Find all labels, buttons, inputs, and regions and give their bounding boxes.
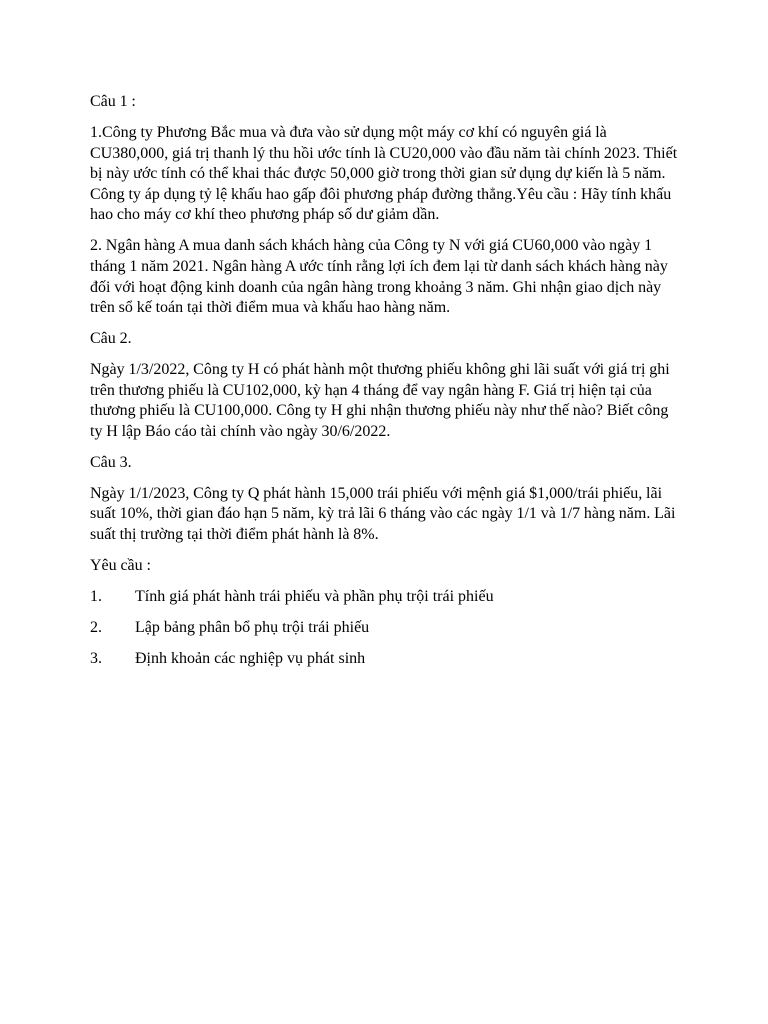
- requirement-item: [90, 649, 684, 670]
- requirement-number: 2.: [90, 618, 102, 636]
- requirement-text: Lập bảng phân bổ phụ trội trái phiếu: [135, 618, 370, 636]
- requirement-number: 3.: [90, 649, 102, 667]
- requirement-item: [90, 587, 684, 608]
- question-1-part-2: 2. Ngân hàng A mua danh sách khách hàng của Công ty N với giá CU60,000 vào ngày 1 tháng 1 năm 2021. Ngân hàng A ước tính rằng lợi ích đem lại từ danh sách khách hàng này đối với hoạt động kinh doanh của ngân hàng trong khoảng 3 năm. Ghi nhận giao dịch này trên sổ kế toán tại thời điểm mua và khấu hao hàng năm.: [90, 237, 668, 317]
- requirement-text: Định khoản các nghiệp vụ phát sinh: [135, 649, 366, 667]
- requirement-number: 1.: [90, 588, 102, 605]
- question-3-heading: Câu 3.: [90, 453, 132, 471]
- requirement-text: Tính giá phát hành trái phiếu và phần phụ trội trái phiếu: [135, 588, 494, 605]
- question-2-body: Ngày 1/3/2022, Công ty H có phát hành một thương phiếu không ghi lãi suất với giá trị ghi trên thương phiếu là CU102,000, kỳ hạn 4 tháng để vay ngân hàng F. Giá trị hiện tại của thương phiếu là CU100,000. Công ty H ghi nhận thương phiếu này như thế nào? Biết công ty H lập Báo cáo tài chính vào ngày 30/6/2022.: [90, 361, 670, 440]
- requirement-item: [90, 618, 684, 639]
- question-1-heading: Câu 1 :: [90, 93, 136, 110]
- question-2-heading: Câu 2.: [90, 330, 132, 348]
- document-body: [90, 92, 684, 680]
- question-1-part-1: 1.Công ty Phương Bắc mua và đưa vào sử dụng một máy cơ khí có nguyên giá là CU380,000, giá trị thanh lý thu hồi ước tính là CU20,000 vào đầu năm tài chính 2023. Thiết bị này ước tính có thể khai thác được 50,000 giờ trong thời gian sử dụng dự kiến là 5 năm. Công ty áp dụng tỷ lệ khấu hao gấp đôi phương pháp đường thẳng.Yêu cầu : Hãy tính khấu hao cho máy cơ khí theo phương pháp số dư giảm dần.: [90, 123, 678, 224]
- requirements-heading: Yêu cầu :: [90, 557, 151, 575]
- question-3-body: Ngày 1/1/2023, Công ty Q phát hành 15,000 trái phiếu với mệnh giá $1,000/trái phiếu, lãi suất 10%, thời gian đáo hạn 5 năm, kỳ trả lãi 6 tháng vào các ngày 1/1 và 1/7 hàng năm. Lãi suất thị trường tại thời điểm phát hành là 8%.: [90, 484, 676, 544]
